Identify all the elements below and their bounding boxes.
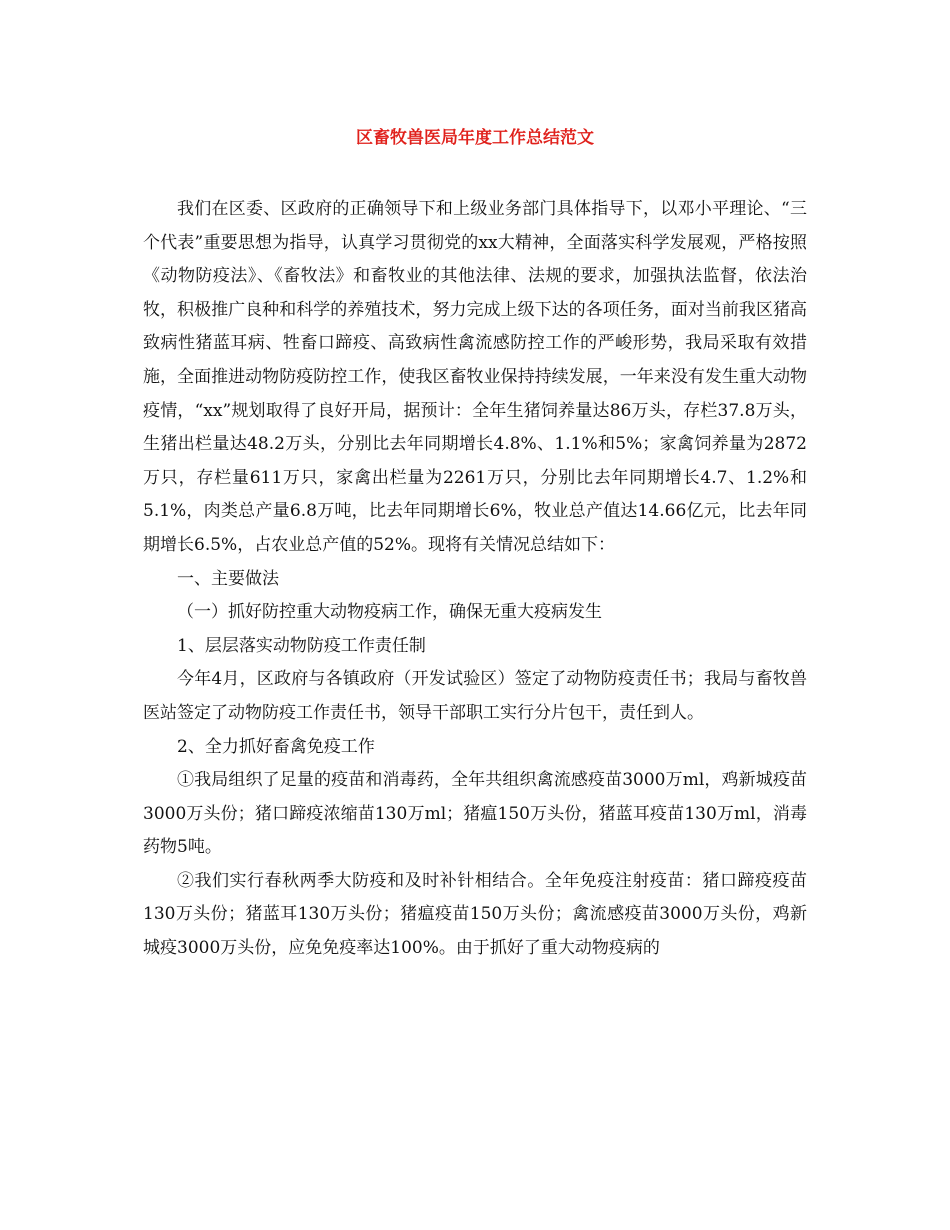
paragraph-intro: 我们在区委、区政府的正确领导下和上级业务部门具体指导下，以邓小平理论、“三个代表”重要思想为指导，认真学习贯彻党的xx大精神，全面落实科学发展观，严格按照《动物防疫法》、《畜牧法》和畜牧业的其他法律、法规的要求，加强执法监督，依法治牧，积极推广良种和科学的养殖技术，努力完成上级下达的各项任务，面对当前我区猪高致病性猪蓝耳病、牲畜口蹄疫、高致病性禽流感防控工作的严峻形势，我局采取有效措施，全面推进动物防疫防控工作，使我区畜牧业保持持续发展，一年来没有发生重大动物疫情，“xx”规划取得了良好开局，据预计：全年生猪饲养量达86万头，存栏37.8万头，生猪出栏量达48.2万头，分别比去年同期增长4.8%、1.1%和5%；家禽饲养量为2872万只，存栏量611万只，家禽出栏量为2261万只，分别比去年同期增长4.7、1.2%和5.1%，肉类总产量6.8万吨，比去年同期增长6%，牧业总产值达14.66亿元，比去年同期增长6.5%，占农业总产值的52%。现将有关情况总结如下：	[143, 199, 807, 555]
document-title: 区畜牧兽医局年度工作总结范文	[356, 128, 594, 148]
item-responsibility: 1、层层落实动物防疫工作责任制	[177, 635, 426, 656]
heading-main-practices: 一、主要做法	[177, 568, 279, 589]
paragraph-responsibility: 今年4月，区政府与各镇政府（开发试验区）签定了动物防疫责任书；我局与畜牧兽医站签定了动物防疫工作责任书，领导干部职工实行分片包干，责任到人。	[143, 669, 807, 723]
subheading-disease-control: （一）抓好防控重大动物疫病工作，确保无重大疫病发生	[177, 602, 602, 623]
paragraph-vaccines: ①我局组织了足量的疫苗和消毒药，全年共组织禽流感疫苗3000万ml，鸡新城疫苗3000万头份；猪口蹄疫浓缩苗130万ml；猪瘟150万头份，猪蓝耳疫苗130万ml，消毒药物5吨。	[143, 770, 807, 858]
document-body	[143, 193, 807, 966]
paragraph-seasonal-immunization: ②我们实行春秋两季大防疫和及时补针相结合。全年免疫注射疫苗：猪口蹄疫疫苗130万头份；猪蓝耳130万头份；猪瘟疫苗150万头份；禽流感疫苗3000万头份，鸡新城疫3000万头份，应免免疫率达100%。由于抓好了重大动物疫病的	[143, 870, 807, 959]
item-immunization: 2、全力抓好畜禽免疫工作	[177, 736, 375, 757]
